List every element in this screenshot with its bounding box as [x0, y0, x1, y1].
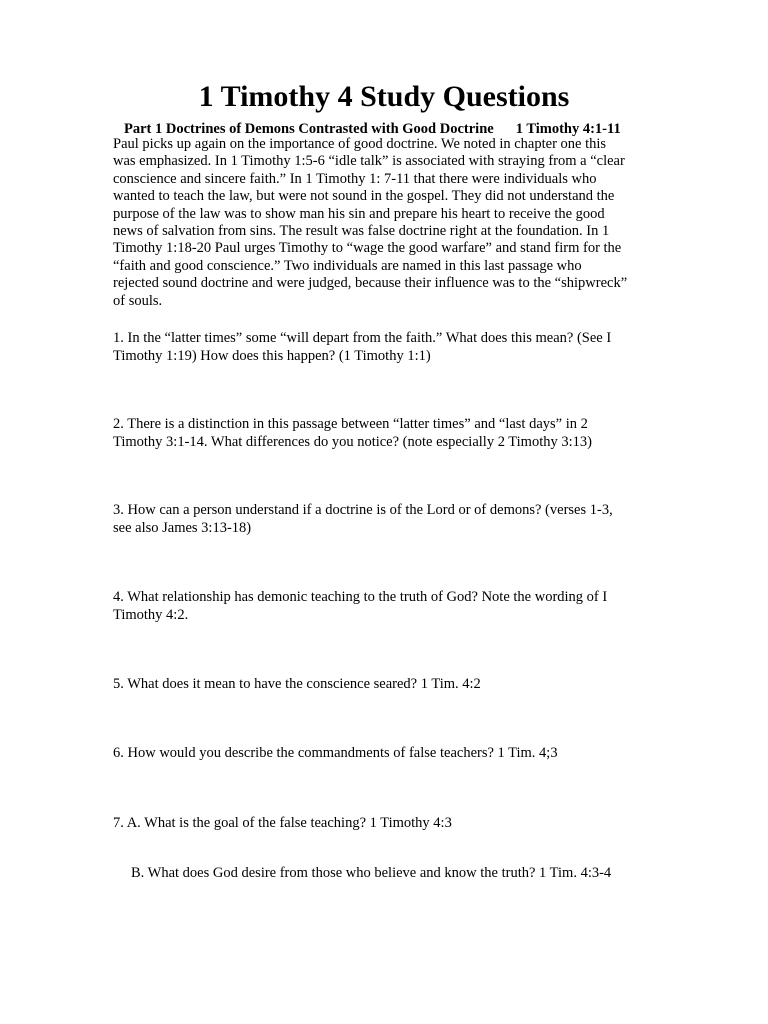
question-line: 5. What does it mean to have the conscience seared? 1 Tim. 4:2 — [113, 676, 481, 692]
question-line: 7. A. What is the goal of the false teaching? 1 Timothy 4:3 — [113, 815, 452, 831]
intro-line: conscience and sincere faith.” In 1 Timothy 1: 7-11 that there were individuals who — [113, 170, 597, 187]
intro-line: of souls. — [113, 292, 163, 309]
page-title: 1 Timothy 4 Study Questions — [198, 80, 570, 113]
part-heading-reference: 1 Timothy 4:1-11 — [515, 121, 621, 137]
question-line: 1. In the “latter times” some “will depart from the faith.” What does this mean? (See I — [113, 330, 612, 346]
question-line: B. What does God desire from those who believe and know the truth? 1 Tim. 4:3-4 — [131, 865, 612, 881]
question-line: 6. How would you describe the commandments of false teachers? 1 Tim. 4;3 — [113, 745, 558, 761]
intro-line: Paul picks up again on the importance of good doctrine. We noted in chapter one this — [113, 136, 607, 152]
question-line: 2. There is a distinction in this passage between “latter times” and “last days” in 2 — [113, 416, 588, 432]
part-heading-text: Part 1 Doctrines of Demons Contrasted with Good Doctrine — [124, 121, 494, 137]
question-line: 3. How can a person understand if a doctrine is of the Lord or of demons? (verses 1-3, — [113, 502, 613, 518]
intro-line: news of salvation from sins. The result was false doctrine right at the foundation. In 1 — [113, 223, 610, 239]
intro-line: purpose of the law was to show man his sin and prepare his heart to receive the good — [113, 205, 605, 222]
question-line: Timothy 3:1-14. What differences do you notice? (note especially 2 Timothy 3:13) — [113, 434, 592, 450]
intro-line: wanted to teach the law, but were not sound in the gospel. They did not understand the — [113, 188, 615, 205]
question-line: Timothy 1:19) How does this happen? (1 Timothy 1:1) — [113, 348, 431, 364]
question-line: see also James 3:13-18) — [113, 520, 252, 536]
intro-line: “faith and good conscience.” Two individuals are named in this last passage who — [113, 257, 582, 274]
intro-line: was emphasized. In 1 Timothy 1:5-6 “idle talk” is associated with straying from a “clear — [113, 153, 625, 170]
intro-line: rejected sound doctrine and were judged, because their influence was to the “shipwreck” — [113, 275, 628, 292]
intro-line: Timothy 1:18-20 Paul urges Timothy to “wage the good warfare” and stand firm for the — [113, 240, 622, 257]
question-line: Timothy 4:2. — [113, 607, 189, 623]
question-line: 4. What relationship has demonic teaching to the truth of God? Note the wording of I — [113, 589, 608, 605]
